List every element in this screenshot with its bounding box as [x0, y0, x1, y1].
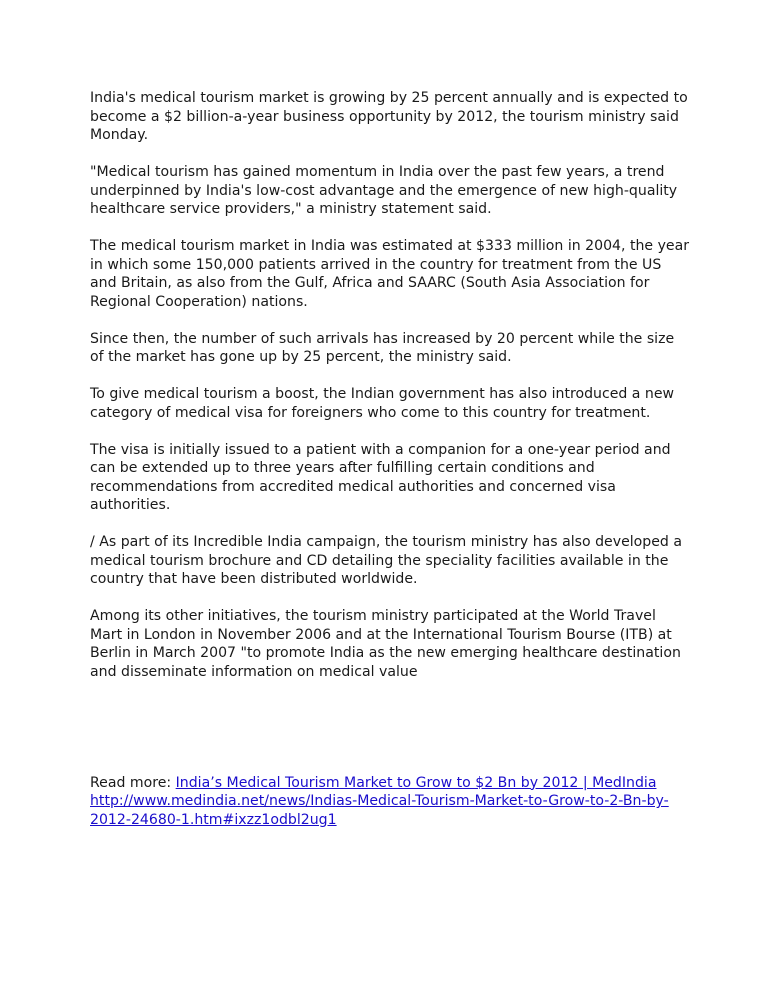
blank-space — [90, 700, 690, 774]
article-title-link[interactable]: India’s Medical Tourism Market to Grow to $2 Bn by 2012 | MedIndia — [175, 774, 657, 791]
paragraph-2: "Medical tourism has gained momentum in India over the past few years, a trend underpinned by India's low-cost advantage and the emergence of new high-quality healthcare service providers," a ministry statement said. — [90, 164, 678, 217]
paragraph-6: The visa is initially issued to a patient with a companion for a one-year period and can be extended up to three years after fulfilling certain conditions and recommendations from accredited medical authorities and concerned visa authorities. — [90, 441, 671, 513]
paragraph-5: To give medical tourism a boost, the Indian government has also introduced a new category of medical visa for foreigners who come to this country for treatment. — [90, 386, 675, 421]
paragraph-3: The medical tourism market in India was estimated at $333 million in 2004, the year in which some 150,000 patients arrived in the country for treatment from the US and Britain, as also from the Gulf, Africa and SAARC (South Asia Association for Regional Cooperation) nations. — [90, 238, 690, 310]
article-body — [90, 89, 690, 829]
article-url-link[interactable]: http://www.medindia.net/news/Indias-Medical-Tourism-Market-to-Grow-to-2-Bn-by-2012-24680-1.htm#ixzz1odbl2ug1 — [90, 793, 669, 828]
read-more-prefix: Read more: — [90, 774, 176, 791]
read-more-block — [90, 774, 690, 830]
paragraph-1: India's medical tourism market is growing by 25 percent annually and is expected to become a $2 billion-a-year business opportunity by 2012, the tourism ministry said Monday. — [90, 90, 688, 143]
paragraph-7: / As part of its Incredible India campaign, the tourism ministry has also developed a medical tourism brochure and CD detailing the speciality facilities available in the country that have been distributed worldwide. — [90, 534, 682, 587]
paragraph-4: Since then, the number of such arrivals has increased by 20 percent while the size of the market has gone up by 25 percent, the ministry said. — [90, 330, 675, 365]
paragraph-8: Among its other initiatives, the tourism ministry participated at the World Travel Mart in London in November 2006 and at the International Tourism Bourse (ITB) at Berlin in March 2007 "to promote India as the new emerging healthcare destination and disseminate information on medical value — [90, 608, 681, 680]
